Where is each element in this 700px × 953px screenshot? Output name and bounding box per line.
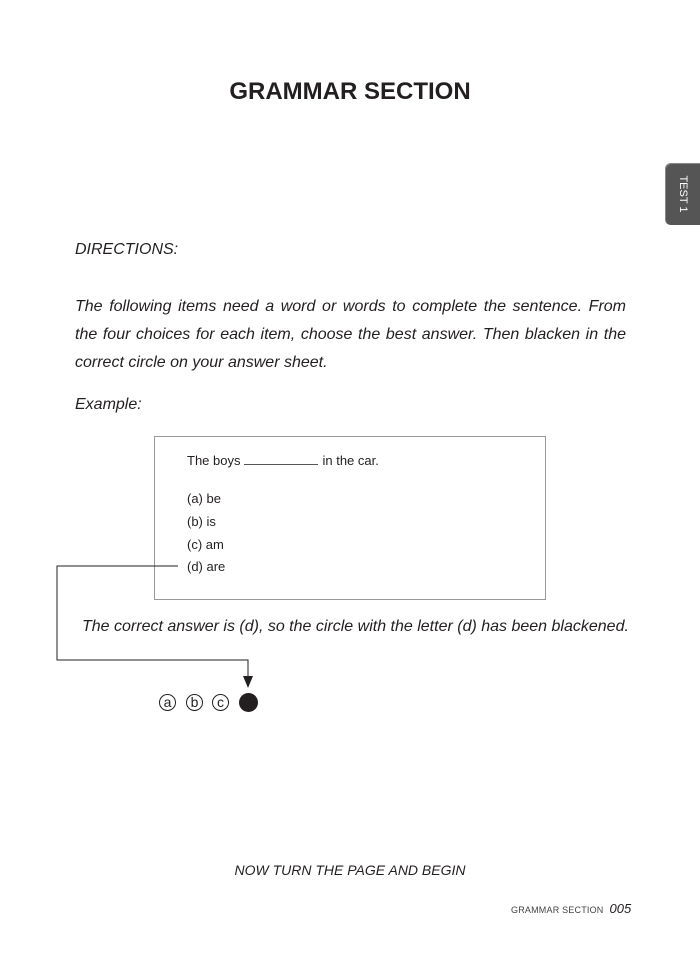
correct-answer-text: The correct answer is (d), so the circle with the letter (d) has been blackened.	[82, 618, 629, 635]
bubble-b: b	[186, 694, 203, 711]
directions-label: DIRECTIONS:	[75, 241, 179, 258]
footer-section: GRAMMAR SECTION	[511, 905, 604, 915]
bubble-a: a	[159, 694, 176, 711]
page-title: GRAMMAR SECTION	[229, 78, 471, 105]
begin-instruction: NOW TURN THE PAGE AND BEGIN	[234, 862, 466, 878]
directions-text: The following items need a word or words to complete the sentence. From the four choices for each item, choose the best answer. Then blacken in the correct circle on your answer sheet.	[75, 298, 626, 371]
example-label: Example:	[75, 396, 142, 413]
option-b: (b) is	[187, 514, 216, 529]
sentence-end: in the car.	[322, 453, 379, 468]
page-number: 005	[609, 901, 632, 916]
page-footer	[511, 900, 631, 918]
bubble-d-filled	[239, 693, 258, 712]
option-a: (a) be	[187, 491, 221, 506]
option-d: (d) are	[187, 559, 226, 574]
option-c: (c) am	[187, 537, 224, 552]
bubble-c: c	[212, 694, 229, 711]
test-tab-label: TEST 1	[676, 175, 689, 213]
sentence-start: The boys	[187, 453, 241, 468]
